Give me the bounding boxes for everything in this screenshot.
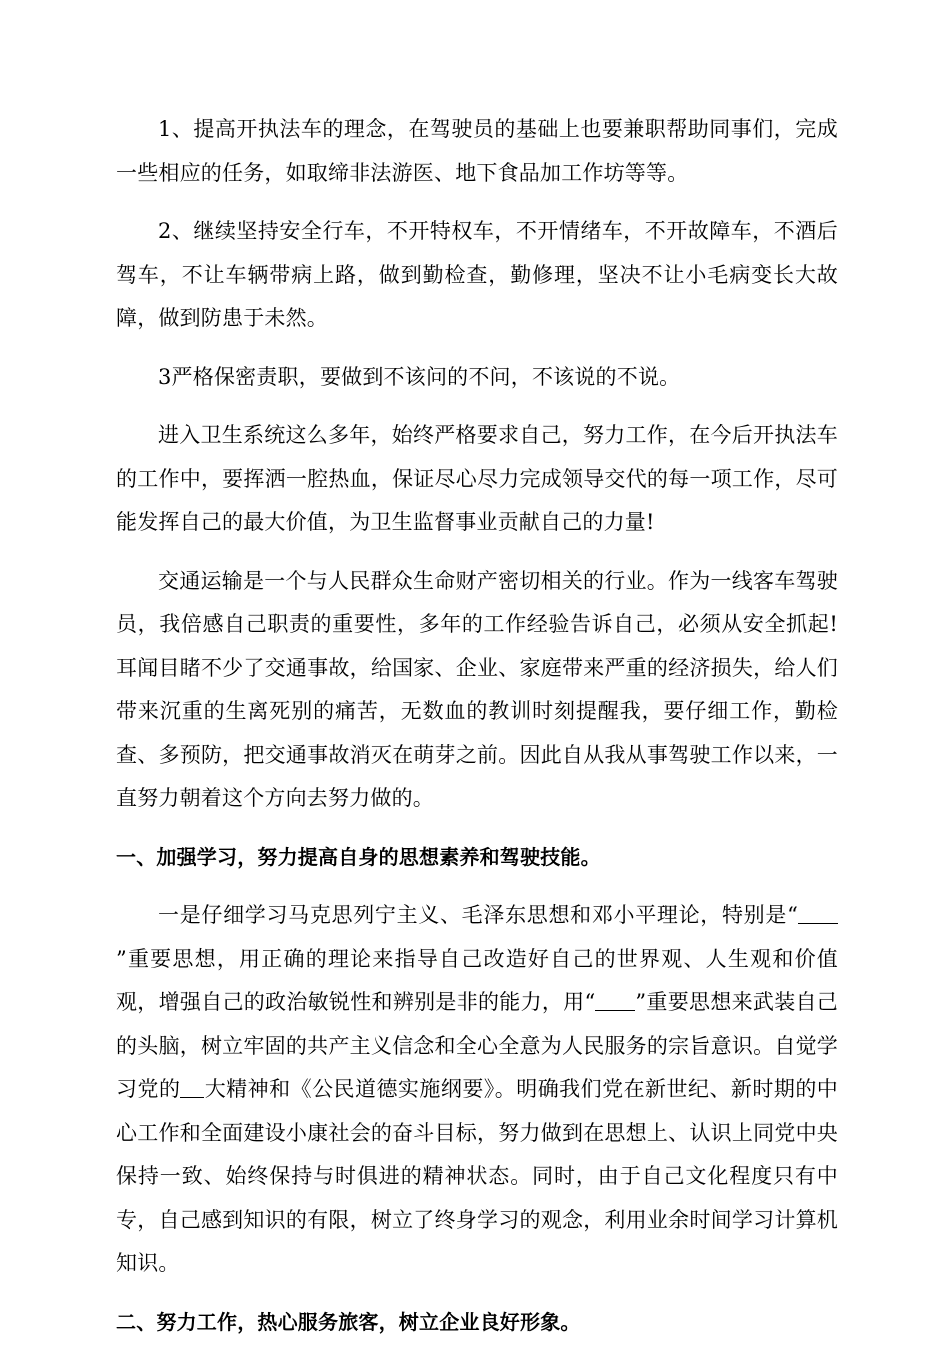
paragraph-3: 3严格保密责职，要做到不该问的不问，不该说的不说。	[158, 364, 681, 389]
paragraph-6-part-a: 一是仔细学习马克思列宁主义、毛泽东思想和邓小平理论，特别是“	[158, 903, 798, 927]
paragraph-4: 进入卫生系统这么多年，始终严格要求自己，努力工作，在今后开执法车的工作中，要挥洒一腔热血，保证尽心尽力完成领导交代的每一项工作，尽可能发挥自己的最大价值，为卫生监督事业贡献自己的力量!	[116, 423, 838, 534]
paragraph-6-part-c: ”重要思想来武装自己的头脑，树立牢固的共产主义信念和全心全意为人民服务的宗旨意识。自觉学习党的	[116, 990, 838, 1101]
blank-line	[595, 989, 635, 1011]
paragraph-1: 1、提高开执法车的理念，在驾驶员的基础上也要兼职帮助同事们，完成一些相应的任务，如取缔非法游医、地下食品加工作坊等等。	[116, 117, 838, 185]
section-heading-1: 一、加强学习，努力提高自身的思想素养和驾驶技能。	[116, 844, 601, 869]
paragraph-6-part-d: 大精神和《公民道德实施纲要》。明确我们党在新世纪、新时期的中心工作和全面建设小康社会的奋斗目标，努力做到在思想上、认识上同党中央保持一致、始终保持与时俱进的精神状态。同时，由于自己文化程度只有中专，自己感到知识的有限，树立了终身学习的观念，利用业余时间学习计算机知识。	[116, 1077, 839, 1275]
paragraph-6	[116, 894, 838, 1286]
document-page	[116, 108, 838, 1359]
paragraph-5: 交通运输是一个与人民群众生命财产密切相关的行业。作为一线客车驾驶员，我倍感自己职责的重要性，多年的工作经验告诉自己，必须从安全抓起!耳闻目睹不少了交通事故，给国家、企业、家庭带来严重的经济损失，给人们带来沉重的生离死别的痛苦，无数血的教训时刻提醒我，要仔细工作，勤检查、多预防，把交通事故消灭在萌芽之前。因此自从我从事驾驶工作以来，一直努力朝着这个方向去努力做的。	[116, 568, 838, 810]
paragraph-2: 2、继续坚持安全行车，不开特权车，不开情绪车，不开故障车，不酒后驾车，不让车辆带病上路，做到勤检查，勤修理，坚决不让小毛病变长大故障，做到防患于未然。	[116, 219, 838, 330]
blank-line	[798, 902, 838, 924]
paragraph-6-part-b: ”重要思想，用正确的理论来指导自己改造好自己的世界观、人生观和价值观，增强自己的政治敏锐性和辨别是非的能力，用“	[116, 946, 838, 1014]
blank-line	[180, 1076, 204, 1098]
section-heading-2: 二、努力工作，热心服务旅客，树立企业良好形象。	[116, 1309, 581, 1334]
